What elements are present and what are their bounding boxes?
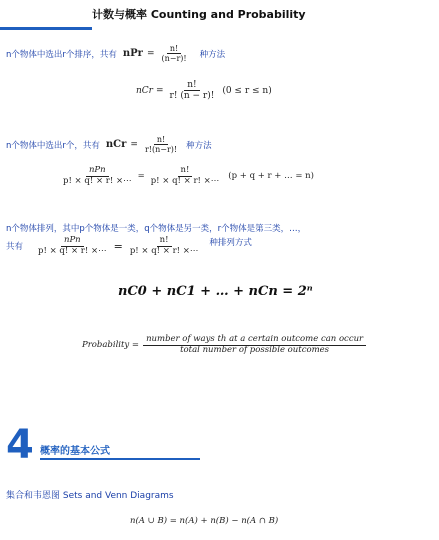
header-accent-bar	[0, 27, 92, 30]
alt-symbol: nCr	[136, 85, 153, 96]
comb-frac2-num: n!	[178, 166, 193, 177]
permutation-den: (n−r)!	[161, 54, 187, 64]
alt-num: n!	[184, 80, 199, 91]
probability-fraction	[143, 335, 366, 356]
probability-num: number of ways tℎ at a certain outcome can occur	[143, 335, 366, 346]
combination-suffix: 种方法	[186, 140, 212, 151]
multi-frac1-den: p! × q! × r! ×⋯	[38, 245, 107, 256]
probability-formula	[82, 335, 366, 356]
comb-frac1-den: p! × q! × r! ×⋯	[63, 175, 132, 186]
comb-frac2	[148, 166, 223, 187]
combination-text: n个物体中选出r个，共有	[6, 140, 100, 151]
combination-statement: n个物体中选出r个，共有 nCr = $\frac{n!}{r!(n-r)!}$ 种方法	[6, 135, 212, 155]
permutation-alt-formula: nCr = $\frac{n!}{r! (n - r)!}$ (0 ≤ r ≤ n)	[136, 80, 272, 102]
alt-den: r! (n − r)!	[169, 91, 215, 102]
combination-den: r!(n−r)!	[144, 145, 178, 155]
multi-frac1	[35, 236, 110, 257]
alt-fraction	[167, 80, 218, 102]
multi-frac2-den: p! × q! × r! ×⋯	[129, 245, 199, 256]
multiset-text: n个物体排列，其中p个物体是一类，q个物体是另一类，r个物体是第三类，…，	[6, 224, 307, 234]
probability-label: Probability =	[82, 340, 140, 351]
comb-frac1	[60, 166, 135, 187]
multiset-formula: 共有 $\frac{\text{nPn}}{p! \times q! \times r! \times\cdots}$ = $\frac{n!}{p! \times q! \times r! \times\cdots}$ 种排列方式	[6, 235, 252, 256]
section-title: 概率的基本公式	[40, 446, 110, 457]
permutation-fraction	[159, 44, 190, 63]
section-underline	[40, 458, 200, 460]
multi-frac1-num: nPn	[61, 236, 84, 247]
binomial-sum-formula: nC0 + nC1 + … + nCn = 2ⁿ	[118, 284, 313, 299]
page-title: 计数与概率 Counting and Probability	[92, 8, 306, 21]
section-number: 4	[6, 422, 34, 468]
sets-title: 集合和韦恩图 Sets and Venn Diagrams	[6, 491, 174, 501]
multi-frac2	[127, 236, 202, 257]
comb-frac2-den: p! × q! × r! ×⋯	[150, 175, 220, 186]
comb-condition: (p + q + r + … = n)	[228, 171, 314, 182]
permutation-statement: n个物体中选出r个排序，共有 nPr = $\frac{n!}{(n-r)!}$ 种方法	[6, 44, 226, 64]
comb-frac1-num: nPn	[86, 166, 109, 177]
combination-formula-2: $\frac{\text{nPn}}{p! \times q! \times r! \times\cdots}$ = $\frac{n!}{p! \times q! \times r! \times\cdots}$ (p + q + r + … = n)	[60, 166, 314, 187]
combination-fraction	[142, 135, 180, 154]
permutation-suffix: 种方法	[199, 49, 226, 60]
multiset-prefix: 共有	[6, 242, 24, 253]
multiset-suffix: 种排列方式	[209, 238, 252, 248]
permutation-symbol: nPr	[122, 48, 143, 60]
alt-condition: (0 ≤ r ≤ n)	[222, 85, 272, 96]
probability-den: total number of possible outcomes	[180, 344, 330, 355]
permutation-num: n!	[167, 44, 181, 54]
sets-formula: n(A ∪ B) = n(A) + n(B) − n(A ∩ B)	[130, 516, 279, 526]
permutation-text: n个物体中选出r个排序，共有	[6, 49, 117, 60]
multi-frac2-num: n!	[157, 236, 172, 247]
combination-num: n!	[154, 135, 168, 145]
combination-symbol: nCr	[105, 139, 127, 151]
